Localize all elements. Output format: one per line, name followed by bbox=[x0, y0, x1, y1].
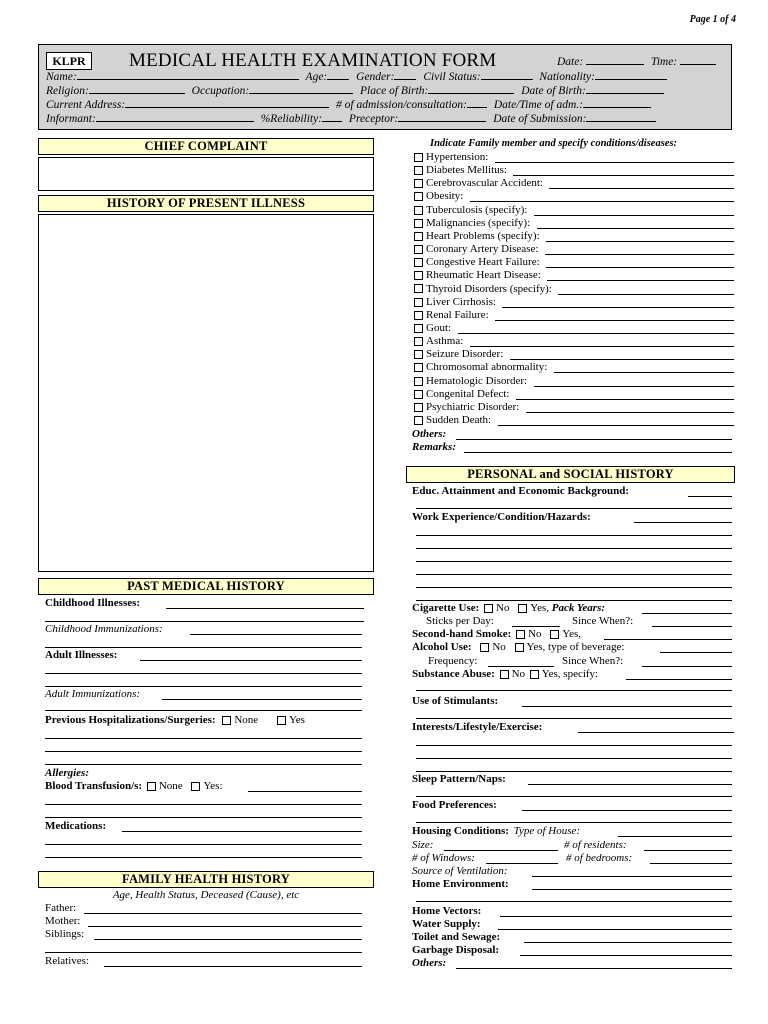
sleep-label: Sleep Pattern/Naps: bbox=[412, 773, 506, 785]
residents-field[interactable] bbox=[644, 850, 732, 851]
work-field-4[interactable] bbox=[416, 561, 732, 562]
date-of-birth-field[interactable] bbox=[586, 83, 664, 94]
home-vectors-field[interactable] bbox=[500, 916, 732, 917]
frequency-field[interactable] bbox=[488, 666, 554, 667]
type-of-house-label: Type of House: bbox=[513, 825, 581, 837]
beverage-field[interactable] bbox=[660, 652, 732, 653]
hosp-yes-checkbox[interactable] bbox=[277, 716, 286, 725]
family-condition-checkbox[interactable] bbox=[414, 166, 423, 175]
pmh-heading: PAST MEDICAL HISTORY bbox=[38, 578, 374, 595]
place-of-birth-field[interactable] bbox=[428, 83, 514, 94]
family-condition-row bbox=[414, 414, 491, 426]
family-condition-row bbox=[414, 230, 540, 242]
address-label: Current Address: bbox=[46, 99, 126, 111]
blood-transfusion-label: Blood Transfusion/s: bbox=[45, 780, 143, 792]
others2-field[interactable] bbox=[456, 968, 732, 969]
water-supply-field[interactable] bbox=[498, 929, 732, 930]
sleep-field[interactable] bbox=[528, 784, 732, 785]
alcohol-yes-checkbox[interactable] bbox=[515, 643, 524, 652]
adult-immunizations-label: Adult Immunizations: bbox=[45, 688, 141, 700]
family-condition-label: Diabetes Mellitus: bbox=[426, 164, 507, 177]
siblings-field-2[interactable] bbox=[45, 952, 362, 953]
hosp-none-checkbox[interactable] bbox=[222, 716, 231, 725]
family-condition-checkbox[interactable] bbox=[414, 258, 423, 267]
family-condition-row bbox=[414, 296, 496, 308]
substance-specify-label: Yes, specify: bbox=[541, 668, 599, 680]
work-field-7[interactable] bbox=[416, 600, 732, 601]
family-condition-label: Tuberculosis (specify): bbox=[426, 203, 528, 216]
nationality-field[interactable] bbox=[595, 69, 667, 80]
bedrooms-field[interactable] bbox=[650, 863, 732, 864]
chief-complaint-box[interactable] bbox=[38, 157, 374, 191]
alcohol-label: Alcohol Use: bbox=[412, 641, 472, 653]
cig-yes-label: Yes, bbox=[530, 602, 550, 614]
adult-illnesses-field[interactable] bbox=[140, 660, 362, 661]
family-condition-label: Thyroid Disorders (specify): bbox=[426, 282, 552, 295]
ventilation-label: Source of Ventilation: bbox=[412, 865, 508, 877]
food-field-2[interactable] bbox=[416, 822, 732, 823]
interests-label: Interests/Lifestyle/Exercise: bbox=[412, 721, 543, 733]
family-condition-label: Heart Problems (specify): bbox=[426, 229, 540, 242]
family-condition-field[interactable] bbox=[495, 320, 734, 321]
remarks-field[interactable] bbox=[464, 452, 732, 453]
transfusion-none-label: None bbox=[158, 780, 183, 792]
family-condition-row bbox=[414, 335, 463, 347]
submission-label: Date of Submission: bbox=[493, 113, 587, 125]
preceptor-label: Preceptor: bbox=[348, 113, 399, 125]
date-time-fields bbox=[557, 54, 716, 68]
cig-no-checkbox[interactable] bbox=[484, 604, 493, 613]
date-of-birth-label: Date of Birth: bbox=[521, 85, 586, 97]
family-condition-field[interactable] bbox=[545, 254, 734, 255]
windows-label: # of Windows: bbox=[412, 852, 475, 864]
father-label: Father: bbox=[45, 902, 77, 914]
page-number: Page 1 of 4 bbox=[689, 14, 736, 25]
adm-datetime-label: Date/Time of adm.: bbox=[493, 99, 583, 111]
secondhand-no-checkbox[interactable] bbox=[516, 630, 525, 639]
religion-field[interactable] bbox=[89, 83, 185, 94]
reliability-label: %Reliability: bbox=[260, 113, 323, 125]
admission-label: # of admission/consultation: bbox=[336, 99, 467, 111]
family-condition-row bbox=[414, 348, 503, 360]
food-field[interactable] bbox=[522, 810, 732, 811]
age-field[interactable] bbox=[327, 69, 349, 80]
ventilation-field[interactable] bbox=[532, 876, 732, 877]
pack-years-label: Pack Years: bbox=[551, 602, 606, 614]
family-conditions-heading: Indicate Family member and specify conditions/diseases: bbox=[430, 138, 678, 149]
childhood-immunizations-field-2[interactable] bbox=[45, 647, 362, 648]
family-condition-checkbox[interactable] bbox=[414, 377, 423, 386]
substance-field-2[interactable] bbox=[416, 690, 732, 691]
educ-field-2[interactable] bbox=[416, 508, 732, 509]
family-condition-label: Congenital Defect: bbox=[426, 387, 510, 400]
sticks-field[interactable] bbox=[512, 626, 560, 627]
secondhand-yes-checkbox[interactable] bbox=[550, 630, 559, 639]
family-condition-field[interactable] bbox=[549, 188, 734, 189]
secondhand-field[interactable] bbox=[604, 639, 732, 640]
substance-row bbox=[412, 668, 598, 680]
family-condition-field[interactable] bbox=[547, 280, 734, 281]
family-condition-checkbox[interactable] bbox=[414, 350, 423, 359]
educ-field[interactable] bbox=[688, 496, 732, 497]
work-label: Work Experience/Condition/Hazards: bbox=[412, 511, 591, 523]
transfusion-none-checkbox[interactable] bbox=[147, 782, 156, 791]
mother-field[interactable] bbox=[88, 926, 362, 927]
psh-heading: PERSONAL and SOCIAL HISTORY bbox=[406, 466, 735, 483]
hosp-yes-label: Yes bbox=[288, 714, 305, 726]
family-condition-row bbox=[414, 256, 540, 268]
toilet-label: Toilet and Sewage: bbox=[412, 931, 501, 943]
family-condition-checkbox[interactable] bbox=[414, 298, 423, 307]
medications-field[interactable] bbox=[122, 831, 362, 832]
childhood-immunizations-label: Childhood Immunizations: bbox=[45, 623, 163, 635]
family-condition-field[interactable] bbox=[470, 346, 734, 347]
family-condition-label: Congestive Heart Failure: bbox=[426, 256, 540, 269]
secondhand-row bbox=[412, 628, 581, 640]
substance-no-checkbox[interactable] bbox=[500, 670, 509, 679]
family-condition-row bbox=[414, 151, 488, 163]
time-label: Time: bbox=[650, 56, 678, 68]
preceptor-field[interactable] bbox=[398, 111, 486, 122]
garbage-label: Garbage Disposal: bbox=[412, 944, 500, 956]
family-condition-field[interactable] bbox=[526, 412, 734, 413]
others-label: Others: bbox=[412, 428, 447, 440]
family-condition-row bbox=[414, 269, 541, 281]
family-condition-label: Rheumatic Heart Disease: bbox=[426, 269, 541, 282]
family-condition-row bbox=[414, 217, 530, 229]
childhood-illnesses-field-2[interactable] bbox=[45, 621, 364, 622]
pack-years-field[interactable] bbox=[642, 613, 732, 614]
date-field[interactable] bbox=[586, 54, 644, 65]
work-field-5[interactable] bbox=[416, 574, 732, 575]
stimulants-label: Use of Stimulants: bbox=[412, 695, 499, 707]
occupation-field[interactable] bbox=[249, 83, 353, 94]
bedrooms-label: # of bedrooms: bbox=[566, 852, 633, 864]
stimulants-field[interactable] bbox=[522, 706, 732, 707]
interests-field-4[interactable] bbox=[416, 771, 732, 772]
family-condition-field[interactable] bbox=[502, 307, 734, 308]
windows-field[interactable] bbox=[486, 863, 558, 864]
header-row-2 bbox=[46, 83, 725, 97]
family-condition-checkbox[interactable] bbox=[414, 337, 423, 346]
family-condition-checkbox[interactable] bbox=[414, 324, 423, 333]
childhood-illnesses-label: Childhood Illnesses: bbox=[45, 597, 141, 609]
substance-field[interactable] bbox=[626, 679, 732, 680]
family-condition-checkbox[interactable] bbox=[414, 179, 423, 188]
family-condition-checkbox[interactable] bbox=[414, 232, 423, 241]
family-condition-row bbox=[414, 164, 507, 176]
family-condition-checkbox[interactable] bbox=[414, 403, 423, 412]
nationality-label: Nationality: bbox=[539, 71, 595, 83]
hpi-box[interactable] bbox=[38, 214, 374, 572]
sticks-label: Sticks per Day: bbox=[426, 615, 494, 627]
food-label: Food Preferences: bbox=[412, 799, 497, 811]
family-condition-label: Cerebrovascular Accident: bbox=[426, 177, 543, 190]
adult-illnesses-label: Adult Illnesses: bbox=[45, 649, 118, 661]
transfusion-yes-label: Yes: bbox=[203, 780, 223, 792]
family-condition-checkbox[interactable] bbox=[414, 311, 423, 320]
religion-label: Religion: bbox=[46, 85, 89, 97]
mother-label: Mother: bbox=[45, 915, 81, 927]
family-condition-row bbox=[414, 204, 527, 216]
family-condition-row bbox=[414, 401, 519, 413]
substance-no-label: No bbox=[511, 668, 526, 680]
toilet-field[interactable] bbox=[524, 942, 732, 943]
occupation-label: Occupation: bbox=[191, 85, 250, 97]
family-condition-field[interactable] bbox=[470, 201, 734, 202]
transfusion-yes-checkbox[interactable] bbox=[191, 782, 200, 791]
family-condition-label: Liver Cirrhosis: bbox=[426, 295, 496, 308]
form-code: KLPR bbox=[46, 52, 92, 70]
remarks-label: Remarks: bbox=[412, 441, 456, 453]
civil-status-field[interactable] bbox=[481, 69, 533, 80]
hospitalizations-field-1[interactable] bbox=[45, 738, 362, 739]
type-of-house-field[interactable] bbox=[618, 836, 732, 837]
medications-field-2[interactable] bbox=[45, 844, 362, 845]
frequency-label: Frequency: bbox=[428, 655, 478, 667]
interests-field[interactable] bbox=[578, 732, 734, 733]
gender-field[interactable] bbox=[394, 69, 416, 80]
hosp-none-label: None bbox=[234, 714, 259, 726]
work-field-6[interactable] bbox=[416, 587, 732, 588]
interests-field-3[interactable] bbox=[416, 758, 732, 759]
fhh-heading: FAMILY HEALTH HISTORY bbox=[38, 871, 374, 888]
medications-field-3[interactable] bbox=[45, 857, 362, 858]
others2-label: Others: bbox=[412, 957, 447, 969]
hospitalizations-field-2[interactable] bbox=[45, 751, 362, 752]
others-field[interactable] bbox=[456, 439, 732, 440]
hpi-heading: HISTORY OF PRESENT ILLNESS bbox=[38, 195, 374, 212]
family-condition-label: Malignancies (specify): bbox=[426, 216, 531, 229]
fhh-subtitle: Age, Health Status, Deceased (Cause), etc bbox=[112, 889, 300, 901]
family-condition-field[interactable] bbox=[534, 386, 734, 387]
informant-field[interactable] bbox=[96, 111, 254, 122]
family-condition-checkbox[interactable] bbox=[414, 245, 423, 254]
adm-datetime-field[interactable] bbox=[583, 97, 651, 108]
adult-illnesses-field-2[interactable] bbox=[45, 673, 362, 674]
childhood-immunizations-field[interactable] bbox=[190, 634, 362, 635]
place-of-birth-label: Place of Birth: bbox=[360, 85, 429, 97]
name-label: Name: bbox=[46, 71, 77, 83]
adult-immunizations-field[interactable] bbox=[162, 699, 362, 700]
hospitalizations-field-3[interactable] bbox=[45, 764, 362, 765]
previous-hospitalizations-label: Previous Hospitalizations/Surgeries: bbox=[45, 714, 216, 726]
alcohol-since-label: Since When?: bbox=[562, 655, 624, 667]
family-condition-field[interactable] bbox=[495, 162, 734, 163]
substance-yes-checkbox[interactable] bbox=[530, 670, 539, 679]
relatives-label: Relatives: bbox=[45, 955, 89, 967]
family-condition-row bbox=[414, 283, 552, 295]
home-environment-label: Home Environment: bbox=[412, 878, 509, 890]
form-header bbox=[38, 44, 732, 130]
housing-row bbox=[412, 825, 580, 837]
medications-label: Medications: bbox=[45, 820, 107, 832]
family-condition-checkbox[interactable] bbox=[414, 153, 423, 162]
home-environment-field[interactable] bbox=[532, 889, 732, 890]
cig-yes-checkbox[interactable] bbox=[518, 604, 527, 613]
relatives-field[interactable] bbox=[104, 966, 362, 967]
family-condition-checkbox[interactable] bbox=[414, 284, 423, 293]
cig-since-field[interactable] bbox=[652, 626, 732, 627]
secondhand-yes-label: Yes, bbox=[562, 628, 582, 640]
stimulants-field-2[interactable] bbox=[416, 718, 732, 719]
housing-label: Housing Conditions: bbox=[412, 825, 509, 837]
family-condition-label: Obesity: bbox=[426, 190, 464, 203]
work-field-2[interactable] bbox=[416, 535, 732, 536]
family-condition-checkbox[interactable] bbox=[414, 271, 423, 280]
family-condition-checkbox[interactable] bbox=[414, 416, 423, 425]
cigarette-row bbox=[412, 602, 605, 614]
header-row-3 bbox=[46, 97, 725, 111]
family-condition-row bbox=[414, 243, 538, 255]
family-condition-field[interactable] bbox=[537, 228, 734, 229]
childhood-illnesses-field[interactable] bbox=[166, 608, 364, 609]
family-condition-row bbox=[414, 322, 451, 334]
address-field[interactable] bbox=[125, 97, 329, 108]
header-row-4 bbox=[46, 111, 725, 125]
allergies-label: Allergies: bbox=[45, 767, 89, 779]
family-condition-field[interactable] bbox=[546, 267, 734, 268]
residents-label: # of residents: bbox=[564, 839, 627, 851]
family-condition-checkbox[interactable] bbox=[414, 390, 423, 399]
gender-label: Gender: bbox=[356, 71, 395, 83]
family-condition-row bbox=[414, 190, 463, 202]
family-condition-field[interactable] bbox=[510, 359, 734, 360]
family-condition-checkbox[interactable] bbox=[414, 206, 423, 215]
home-vectors-label: Home Vectors: bbox=[412, 905, 482, 917]
age-label: Age: bbox=[305, 71, 328, 83]
cigarette-label: Cigarette Use: bbox=[412, 602, 480, 614]
family-condition-label: Hypertension: bbox=[426, 151, 489, 163]
secondhand-no-label: No bbox=[528, 628, 542, 640]
time-field[interactable] bbox=[680, 54, 716, 65]
family-condition-label: Seizure Disorder: bbox=[426, 348, 504, 361]
family-condition-label: Chromosomal abnormality: bbox=[426, 361, 548, 374]
interests-field-2[interactable] bbox=[416, 745, 732, 746]
home-environment-field-2[interactable] bbox=[416, 901, 732, 902]
substance-label: Substance Abuse: bbox=[412, 668, 495, 680]
family-condition-row bbox=[414, 177, 543, 189]
civil-status-label: Civil Status: bbox=[423, 71, 481, 83]
family-condition-label: Sudden Death: bbox=[426, 414, 492, 426]
family-condition-label: Asthma: bbox=[426, 335, 464, 348]
cig-since-label: Since When?: bbox=[572, 615, 634, 627]
previous-hospitalizations-row bbox=[45, 714, 305, 726]
sleep-field-2[interactable] bbox=[416, 796, 732, 797]
family-condition-checkbox[interactable] bbox=[414, 363, 423, 372]
alcohol-no-checkbox[interactable] bbox=[480, 643, 489, 652]
family-condition-field[interactable] bbox=[558, 294, 734, 295]
family-condition-label: Psychiatric Disorder: bbox=[426, 400, 520, 413]
siblings-field[interactable] bbox=[94, 939, 362, 940]
alcohol-row bbox=[412, 641, 624, 653]
size-field[interactable] bbox=[444, 850, 558, 851]
work-field-3[interactable] bbox=[416, 548, 732, 549]
family-condition-label: Renal Failure: bbox=[426, 308, 489, 321]
admission-field[interactable] bbox=[467, 97, 487, 108]
header-row-1 bbox=[46, 69, 725, 83]
family-condition-row bbox=[414, 388, 509, 400]
family-condition-checkbox[interactable] bbox=[414, 219, 423, 228]
family-condition-field[interactable] bbox=[498, 425, 734, 426]
adult-illnesses-field-3[interactable] bbox=[45, 686, 362, 687]
family-condition-label: Coronary Artery Disease: bbox=[426, 243, 539, 256]
size-label: Size: bbox=[412, 839, 434, 851]
informant-label: Informant: bbox=[46, 113, 96, 125]
father-field[interactable] bbox=[84, 913, 362, 914]
family-condition-field[interactable] bbox=[516, 399, 734, 400]
family-condition-field[interactable] bbox=[458, 333, 734, 334]
garbage-field[interactable] bbox=[520, 955, 732, 956]
family-condition-field[interactable] bbox=[513, 175, 734, 176]
reliability-field[interactable] bbox=[322, 111, 342, 122]
family-condition-checkbox[interactable] bbox=[414, 192, 423, 201]
submission-field[interactable] bbox=[586, 111, 656, 122]
educ-label: Educ. Attainment and Economic Background: bbox=[412, 485, 630, 497]
form-title: MEDICAL HEALTH EXAMINATION FORM bbox=[129, 50, 497, 71]
siblings-label: Siblings: bbox=[45, 928, 85, 940]
family-condition-field[interactable] bbox=[554, 372, 734, 373]
blood-transfusion-row bbox=[45, 780, 223, 792]
work-field[interactable] bbox=[634, 522, 732, 523]
transfusion-field-2[interactable] bbox=[45, 804, 362, 805]
family-condition-label: Gout: bbox=[426, 321, 452, 334]
family-condition-field[interactable] bbox=[534, 215, 734, 216]
family-condition-label: Hematologic Disorder: bbox=[426, 374, 528, 387]
secondhand-label: Second-hand Smoke: bbox=[412, 628, 512, 640]
transfusion-field-3[interactable] bbox=[45, 817, 362, 818]
date-label: Date: bbox=[557, 56, 584, 68]
beverage-label: Yes, type of beverage: bbox=[526, 641, 625, 653]
cig-no-label: No bbox=[496, 602, 510, 614]
chief-complaint-heading: CHIEF COMPLAINT bbox=[38, 138, 374, 155]
alcohol-since-field[interactable] bbox=[642, 666, 732, 667]
name-field[interactable] bbox=[77, 69, 299, 80]
family-condition-row bbox=[414, 361, 547, 373]
alcohol-no-label: No bbox=[492, 641, 506, 653]
water-supply-label: Water Supply: bbox=[412, 918, 481, 930]
family-condition-row bbox=[414, 375, 527, 387]
family-condition-row bbox=[414, 309, 489, 321]
family-condition-field[interactable] bbox=[546, 241, 734, 242]
transfusion-field[interactable] bbox=[248, 791, 362, 792]
adult-immunizations-field-2[interactable] bbox=[45, 710, 362, 711]
